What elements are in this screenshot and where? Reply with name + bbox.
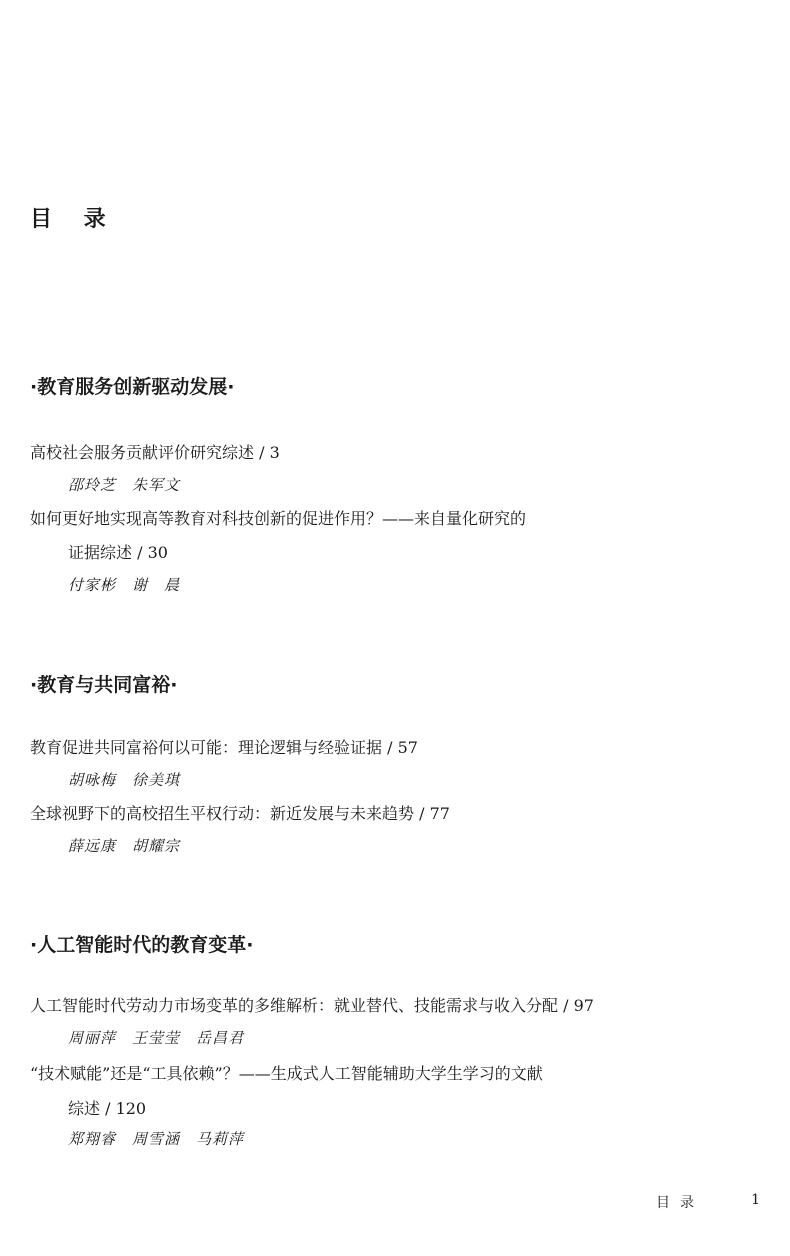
section-heading: ·人工智能时代的教育变革· bbox=[30, 934, 254, 956]
section-heading: ·教育与共同富裕· bbox=[30, 674, 178, 696]
toc-entry-title: 人工智能时代劳动力市场变革的多维解析：就业替代、技能需求与收入分配 / 97 bbox=[30, 996, 594, 1015]
toc-entry-title: “技术赋能”还是“工具依赖”？——生成式人工智能辅助大学生学习的文献 bbox=[30, 1064, 543, 1083]
page-number: 1 bbox=[751, 1192, 760, 1208]
section-heading: ·教育服务创新驱动发展· bbox=[30, 376, 235, 398]
toc-entry-title-continued: 综述 / 120 bbox=[68, 1099, 147, 1118]
page-title: 目 录 bbox=[30, 207, 118, 232]
toc-entry-authors: 付家彬 谢 晨 bbox=[68, 576, 181, 594]
toc-entry-authors: 胡咏梅 徐美琪 bbox=[68, 771, 181, 789]
toc-entry-title: 如何更好地实现高等教育对科技创新的促进作用？——来自量化研究的 bbox=[30, 509, 527, 528]
toc-entry-title: 教育促进共同富裕何以可能：理论逻辑与经验证据 / 57 bbox=[30, 738, 418, 757]
toc-entry-authors: 薛远康 胡耀宗 bbox=[68, 837, 181, 855]
footer-label: 目录 bbox=[656, 1195, 704, 1211]
toc-entry-title: 高校社会服务贡献评价研究综述 / 3 bbox=[30, 443, 280, 462]
toc-entry-authors: 邵玲芝 朱军文 bbox=[68, 476, 181, 494]
toc-entry-authors: 郑翔睿 周雪涵 马莉萍 bbox=[68, 1130, 245, 1148]
toc-entry-authors: 周丽萍 王莹莹 岳昌君 bbox=[68, 1029, 245, 1047]
toc-entry-title-continued: 证据综述 / 30 bbox=[68, 543, 168, 562]
toc-entry-title: 全球视野下的高校招生平权行动：新近发展与未来趋势 / 77 bbox=[30, 804, 450, 823]
